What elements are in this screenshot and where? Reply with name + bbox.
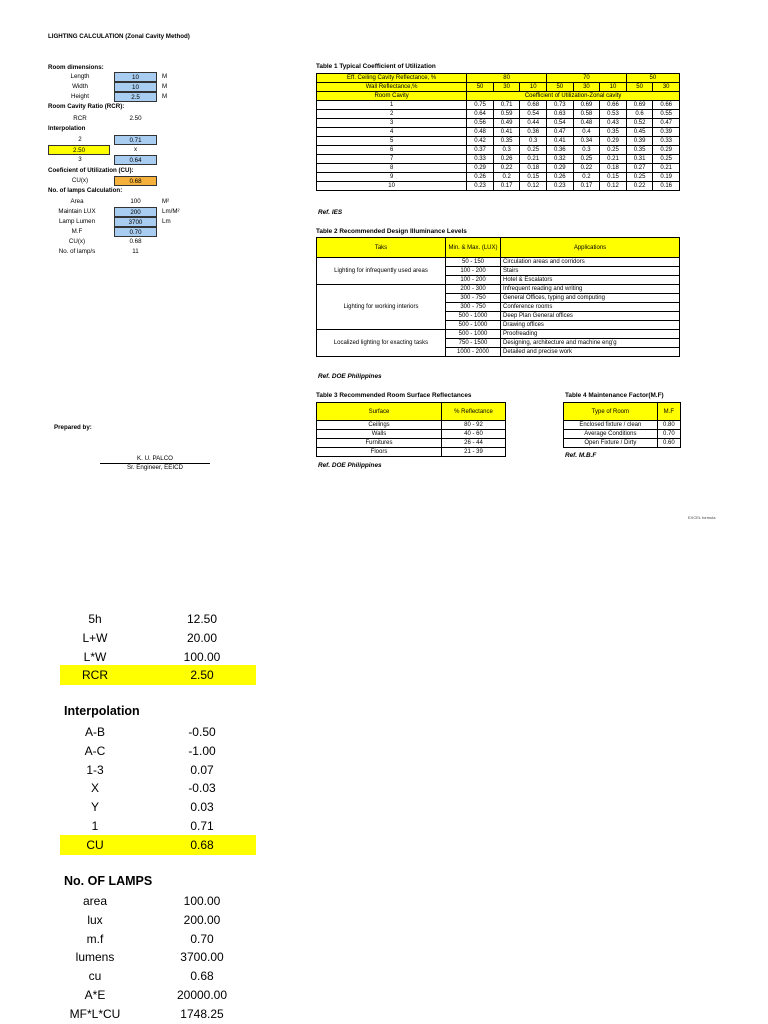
interp-x: x [133, 146, 138, 153]
cu-cell: 0.32 [547, 155, 574, 164]
cu-cell: 0.29 [653, 146, 680, 155]
table-row [317, 146, 680, 155]
reflectance-table [316, 402, 506, 457]
cu-cell: 0.35 [493, 137, 520, 146]
application-cell: Proofreading [501, 330, 680, 339]
interp-b-input[interactable]: 0.71 [114, 135, 157, 145]
cu-cell: 0.49 [493, 119, 520, 128]
interp-rcr-cell: 2.50 [48, 145, 110, 155]
table-row [317, 421, 506, 430]
table-row [317, 119, 680, 128]
formula-row [60, 985, 256, 1005]
cu-cell: 0.34 [573, 137, 600, 146]
eff-70: 70 [547, 74, 627, 83]
cu-cell: 0.3 [493, 146, 520, 155]
formula-row [60, 741, 256, 761]
formula-row [60, 797, 256, 817]
cu-cell: 0.23 [467, 182, 494, 191]
cu-cell: 0.33 [653, 137, 680, 146]
table-row [317, 110, 680, 119]
applications-header: Applications [501, 238, 680, 258]
interp-b-input[interactable]: 0.64 [114, 155, 157, 165]
lamp-field-label: Area [70, 198, 84, 205]
page-title: LIGHTING CALCULATION (Zonal Cavity Method) [48, 33, 190, 40]
cu-cell: 0.42 [467, 137, 494, 146]
cu-cell: 0.15 [520, 173, 547, 182]
table1-caption: Table 1 Typical Coefficient of Utilization [316, 63, 436, 70]
lamp-field-label: Lamp Lumen [58, 218, 96, 225]
lux-range-cell: 100 - 200 [446, 267, 501, 276]
formula-label: RCR [82, 668, 108, 683]
room-cavity-index: 1 [317, 101, 467, 110]
cu-cell: 0.63 [547, 110, 574, 119]
formula-value: 100.00 [183, 894, 221, 908]
room-cavity-header: Room Cavity [317, 92, 467, 101]
reflectance-cell: 80 - 92 [442, 421, 506, 430]
cu-cell: 0.21 [600, 155, 627, 164]
cu-cell: 0.25 [653, 155, 680, 164]
cu-cell: 0.43 [600, 119, 627, 128]
lamp-field-unit: Lm/M² [162, 208, 180, 215]
formula-row [60, 760, 256, 780]
cu-cell: 0.4 [573, 128, 600, 137]
wall-val: 10 [600, 83, 627, 92]
formula-value: 20.00 [186, 630, 218, 645]
cu-cell: 0.31 [626, 155, 653, 164]
cu-cell: 0.48 [467, 128, 494, 137]
formula-value: 0.03 [190, 800, 214, 815]
room-type-header: Type of Room [564, 403, 658, 421]
cu-cell: 0.41 [547, 137, 574, 146]
formula-label: A*E [84, 988, 106, 1002]
rcr-section-label: Room Cavity Ratio (RCR): [48, 103, 125, 110]
formula-value: 1748.25 [180, 1006, 224, 1021]
illuminance-table [316, 237, 680, 357]
wall-val: 50 [626, 83, 653, 92]
formula-row [60, 816, 256, 836]
room-cavity-index: 10 [317, 182, 467, 191]
mf-cell: 0.60 [657, 439, 680, 448]
cu-cell: 0.68 [520, 101, 547, 110]
lamp-field-label: Maintain LUX [58, 208, 96, 215]
cu-cell: 0.25 [573, 155, 600, 164]
application-cell: Hotel & Escalators [501, 276, 680, 285]
formula-row [60, 609, 256, 629]
room-cavity-index: 9 [317, 173, 467, 182]
formula-row [60, 1004, 256, 1024]
cu-cell: 0.21 [653, 164, 680, 173]
coefficient-header: Coefficient of Utilization-Zonal cavity [467, 92, 680, 101]
cu-cell: 0.73 [547, 101, 574, 110]
application-cell: Detailed and precise work [501, 348, 680, 357]
cu-result: 0.68 [129, 238, 142, 245]
cu-cell: 0.3 [573, 146, 600, 155]
table3-caption: Table 3 Recommended Room Surface Reflectances [316, 392, 472, 399]
task-cell: Localized lighting for exacting tasks [317, 330, 446, 357]
table-row [564, 421, 681, 430]
formula-value: 0.71 [190, 819, 214, 833]
room-type-cell: Open Fixture / Dirty [564, 439, 658, 448]
formula-value: 2.50 [190, 668, 214, 683]
height-input[interactable]: 2.5 [114, 92, 157, 102]
formula-label: lux [87, 912, 103, 927]
room-cavity-index: 5 [317, 137, 467, 146]
lamp-field-label: M.F [71, 228, 83, 235]
formula-label: lumens [75, 950, 115, 965]
application-cell: Deep Plan General offices [501, 312, 680, 321]
lamp-field-unit: Lm [162, 218, 171, 225]
cu-cell: 0.35 [600, 128, 627, 137]
reflectance-cell: 21 - 39 [442, 448, 506, 457]
cu-table [316, 73, 680, 191]
lux-range-cell: 750 - 1500 [446, 339, 501, 348]
table-row [317, 173, 680, 182]
formula-value: 12.50 [186, 612, 218, 626]
dim-unit: M [162, 93, 168, 100]
room-cavity-index: 4 [317, 128, 467, 137]
cu-cell: 0.22 [573, 164, 600, 173]
cu-section-label: Coeficient of Utilization (CU): [48, 167, 134, 174]
formula-row [60, 929, 256, 949]
cu-cell: 0.75 [467, 101, 494, 110]
interp-a: 3 [78, 156, 82, 163]
cu-cell: 0.39 [626, 137, 653, 146]
cu-cell: 0.19 [653, 173, 680, 182]
formula-label: X [90, 781, 99, 796]
formula-value: 0.07 [190, 762, 214, 777]
formula-value: 20000.00 [176, 988, 228, 1002]
formula-label: 1 [91, 819, 99, 833]
table3-ref: Ref. DOE Philippines [318, 462, 382, 469]
application-cell: Conference rooms [501, 303, 680, 312]
table-row [317, 128, 680, 137]
cu-cell: 0.15 [600, 173, 627, 182]
formula-label: area [82, 894, 108, 908]
room-cavity-index: 6 [317, 146, 467, 155]
wall-val: 30 [573, 83, 600, 92]
cu-cell: 0.66 [653, 101, 680, 110]
formula-row [60, 722, 256, 742]
room-cavity-index: 7 [317, 155, 467, 164]
formula-label: 1-3 [86, 762, 104, 777]
cu-cell: 0.29 [467, 164, 494, 173]
formula-label: L*W [83, 649, 107, 664]
lux-range-cell: 200 - 300 [446, 285, 501, 294]
room-dimensions-label: Room dimensions: [48, 64, 104, 71]
formula-label: L+W [82, 630, 108, 645]
table2-caption: Table 2 Recommended Design Illuminance Levels [316, 228, 467, 235]
cu-cell: 0.39 [653, 128, 680, 137]
cu-cell: 0.2 [573, 173, 600, 182]
dim-unit: M [162, 73, 168, 80]
cu-cell: 0.26 [493, 155, 520, 164]
formula-value: 0.68 [190, 837, 214, 852]
formula-row [60, 910, 256, 930]
formula-row [60, 891, 256, 911]
cu-cell: 0.66 [600, 101, 627, 110]
mf-cell: 0.70 [657, 430, 680, 439]
table-row [317, 448, 506, 457]
lamp-field-label: CU(x) [68, 238, 86, 245]
formula-value: -0.03 [188, 781, 216, 796]
preparer-name: K. U. PALCO [137, 455, 173, 462]
lux-range-cell: 500 - 1000 [446, 321, 501, 330]
application-cell: Drawing offices [501, 321, 680, 330]
application-cell: General Offices, typing and computing [501, 294, 680, 303]
mf-header: M.F [657, 403, 680, 421]
cu-cell: 0.48 [573, 119, 600, 128]
formula-row [60, 665, 256, 685]
table-row [317, 101, 680, 110]
cu-cell: 0.22 [493, 164, 520, 173]
cu-cell: 0.69 [626, 101, 653, 110]
wall-val: 30 [493, 83, 520, 92]
formula-label: A-C [84, 743, 106, 758]
cu-cell: 0.52 [626, 119, 653, 128]
formula-row [60, 778, 256, 798]
room-cavity-index: 3 [317, 119, 467, 128]
table-row [564, 439, 681, 448]
cu-cell: 0.25 [626, 173, 653, 182]
lamps-section-label: No. of lamps Calculation: [48, 187, 123, 194]
formula-value: -1.00 [188, 743, 216, 758]
cu-cell: 0.33 [467, 155, 494, 164]
surface-cell: Walls [317, 430, 442, 439]
interpolation-label: Interpolation [48, 125, 86, 132]
lux-range-cell: 100 - 200 [446, 276, 501, 285]
rcr-label: RCR [73, 115, 87, 122]
dim-unit: M [162, 83, 168, 90]
formula-value: -0.50 [188, 725, 216, 739]
excel-note: EXCEL formula [688, 515, 716, 520]
cu-cell: 0.58 [573, 110, 600, 119]
table4-ref: Ref. M.B.F [565, 452, 597, 459]
table-row [317, 182, 680, 191]
application-cell: Circulation areas and corridors [501, 258, 680, 267]
cu-cell: 0.59 [493, 110, 520, 119]
table-row [317, 155, 680, 164]
cu-cell: 0.25 [520, 146, 547, 155]
table-row [317, 430, 506, 439]
formula-value: 3700.00 [180, 950, 224, 965]
application-cell: Stairs [501, 267, 680, 276]
application-cell: Infrequent reading and writing [501, 285, 680, 294]
lamp-field-label: No. of lamp/s [58, 248, 96, 255]
surface-cell: Ceilings [317, 421, 442, 430]
lux-range-cell: 500 - 1000 [446, 330, 501, 339]
dim-label: Height [71, 93, 89, 100]
table-row [317, 330, 680, 339]
task-header: Taks [317, 238, 446, 258]
cu-cell: 0.6 [626, 110, 653, 119]
formula-value: 0.70 [190, 931, 214, 946]
cu-cell: 0.27 [626, 164, 653, 173]
formula-label: 5h [88, 612, 102, 626]
cu-cell: 0.29 [547, 164, 574, 173]
cu-cell: 0.44 [520, 119, 547, 128]
prepared-by-label: Prepared by: [54, 424, 92, 431]
maintenance-table [563, 402, 681, 448]
dim-label: Width [72, 83, 88, 90]
eff-ceiling-header: Eff. Ceiling Cavity Reflectance, % [317, 74, 467, 83]
reflectance-header: % Reflectance [442, 403, 506, 421]
table1-ref: Ref. IES [318, 209, 343, 216]
table-row [317, 439, 506, 448]
cu-cell: 0.17 [573, 182, 600, 191]
wall-val: 30 [653, 83, 680, 92]
formula-row [60, 835, 256, 855]
cu-cell: 0.47 [653, 119, 680, 128]
section-title: No. OF LAMPS [64, 874, 153, 888]
formula-label: m.f [86, 931, 104, 946]
formula-row [60, 947, 256, 967]
formula-value: 100.00 [183, 649, 221, 664]
room-cavity-index: 8 [317, 164, 467, 173]
lux-range-cell: 300 - 750 [446, 294, 501, 303]
cu-cell: 0.21 [520, 155, 547, 164]
cu-label: CU(x) [71, 177, 89, 184]
table-row [317, 164, 680, 173]
cu-value: 0.68 [114, 176, 157, 186]
interp-a: 2 [78, 136, 82, 143]
wall-val: 10 [520, 83, 547, 92]
cu-cell: 0.26 [467, 173, 494, 182]
cu-cell: 0.36 [547, 146, 574, 155]
reflectance-cell: 40 - 60 [442, 430, 506, 439]
table-row [317, 137, 680, 146]
cu-cell: 0.54 [520, 110, 547, 119]
width-input[interactable]: 10 [114, 82, 157, 92]
lux-header: Min. & Max. (LUX) [446, 238, 501, 258]
cu-cell: 0.71 [493, 101, 520, 110]
surface-cell: Furnitures [317, 439, 442, 448]
lamp-field-unit: M² [162, 198, 170, 205]
preparer-position: Sr. Engineer, EEICD [126, 464, 184, 471]
cu-cell: 0.29 [600, 137, 627, 146]
cu-cell: 0.25 [600, 146, 627, 155]
formula-label: cu [88, 969, 102, 984]
room-cavity-index: 2 [317, 110, 467, 119]
wall-reflectance-header: Wall Reflectance,% [317, 83, 467, 92]
cu-cell: 0.53 [600, 110, 627, 119]
table-row [317, 285, 680, 294]
formula-label: MF*L*CU [69, 1006, 121, 1021]
formula-value: 200.00 [183, 912, 221, 927]
lamp-count: 11 [132, 248, 139, 255]
table2-ref: Ref. DOE Philippines [318, 373, 382, 380]
cu-cell: 0.12 [520, 182, 547, 191]
cu-cell: 0.55 [653, 110, 680, 119]
task-cell: Lighting for working interiors [317, 285, 446, 330]
table-row [317, 258, 680, 267]
lux-range-cell: 500 - 1000 [446, 312, 501, 321]
table-row [564, 430, 681, 439]
cu-cell: 0.26 [547, 173, 574, 182]
cu-cell: 0.18 [600, 164, 627, 173]
formula-row [60, 628, 256, 648]
cu-cell: 0.2 [493, 173, 520, 182]
lux-range-cell: 300 - 750 [446, 303, 501, 312]
section-title: Interpolation [64, 704, 140, 718]
eff-80: 80 [467, 74, 547, 83]
mf-input[interactable]: 0.70 [114, 227, 157, 237]
lumen-input[interactable]: 3700 [114, 217, 157, 227]
wall-val: 50 [467, 83, 494, 92]
lux-range-cell: 1000 - 2000 [446, 348, 501, 357]
cu-cell: 0.23 [547, 182, 574, 191]
lux-input[interactable]: 200 [114, 207, 157, 217]
task-cell: Lighting for infrequently used areas [317, 258, 446, 285]
table4-caption: Table 4 Maintenance Factor(M.F) [565, 392, 664, 399]
lux-range-cell: 50 - 150 [446, 258, 501, 267]
cu-cell: 0.47 [547, 128, 574, 137]
cu-cell: 0.64 [467, 110, 494, 119]
length-input[interactable]: 10 [114, 72, 157, 82]
cu-cell: 0.45 [626, 128, 653, 137]
cu-cell: 0.56 [467, 119, 494, 128]
room-type-cell: Enclosed fixture / clean [564, 421, 658, 430]
cu-cell: 0.18 [520, 164, 547, 173]
area-value: 100 [130, 198, 141, 205]
application-cell: Designing, architecture and machine eng'g [501, 339, 680, 348]
cu-cell: 0.36 [520, 128, 547, 137]
cu-cell: 0.16 [653, 182, 680, 191]
formula-label: A-B [84, 725, 105, 739]
reflectance-cell: 26 - 44 [442, 439, 506, 448]
mf-cell: 0.80 [657, 421, 680, 430]
wall-val: 50 [547, 83, 574, 92]
dim-label: Length [70, 73, 90, 80]
cu-cell: 0.69 [573, 101, 600, 110]
formula-row [60, 966, 256, 986]
rcr-value: 2.50 [129, 115, 142, 122]
surface-header: Surface [317, 403, 442, 421]
cu-cell: 0.37 [467, 146, 494, 155]
formula-label: Y [90, 800, 99, 815]
cu-cell: 0.17 [493, 182, 520, 191]
room-type-cell: Average Conditions [564, 430, 658, 439]
cu-cell: 0.22 [626, 182, 653, 191]
eff-50: 50 [626, 74, 679, 83]
cu-cell: 0.35 [626, 146, 653, 155]
cu-cell: 0.3 [520, 137, 547, 146]
formula-label: CU [86, 837, 104, 852]
cu-cell: 0.12 [600, 182, 627, 191]
surface-cell: Floors [317, 448, 442, 457]
cu-cell: 0.41 [493, 128, 520, 137]
formula-value: 0.68 [190, 969, 214, 984]
cu-cell: 0.54 [547, 119, 574, 128]
formula-row [60, 647, 256, 667]
